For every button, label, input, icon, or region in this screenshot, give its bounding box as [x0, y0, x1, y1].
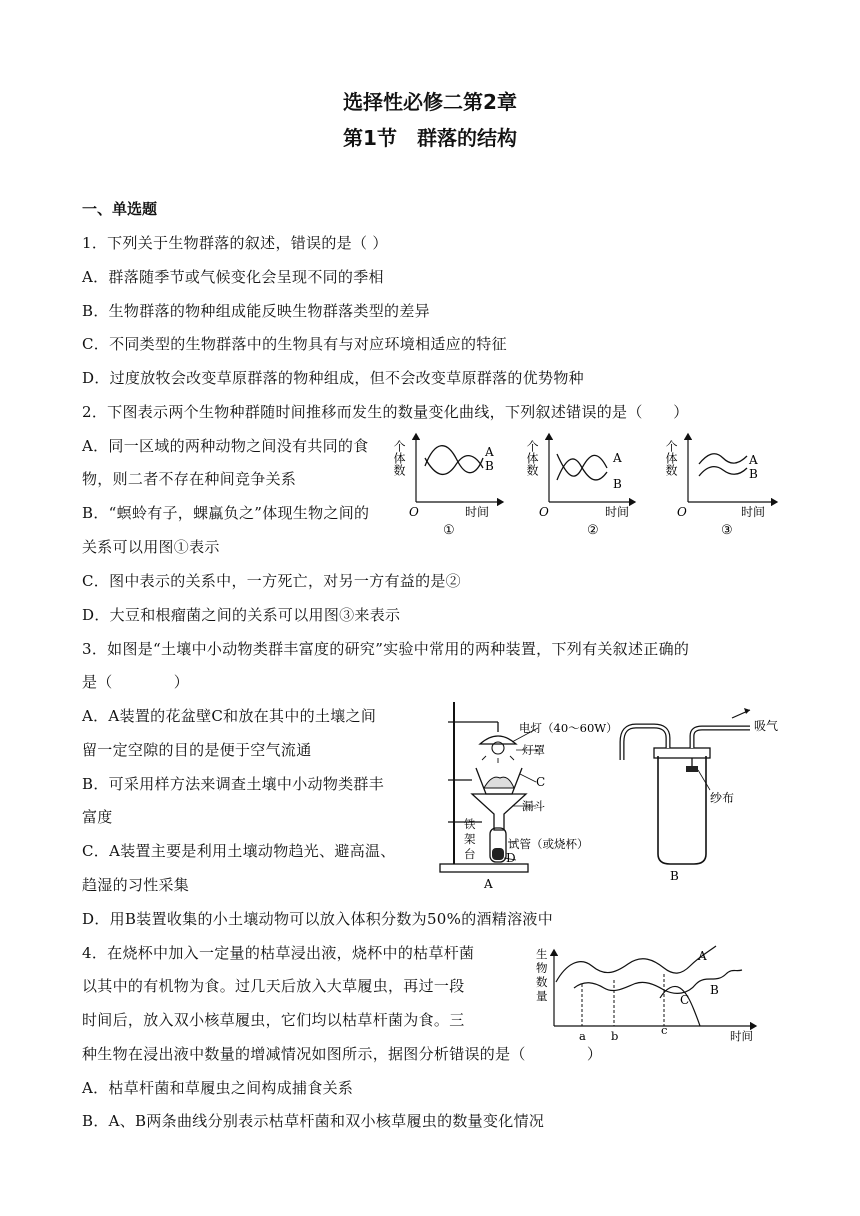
stand-label-2: 架 — [464, 832, 476, 846]
panel-1-x-label: 时间 — [465, 505, 490, 519]
panel-3-number: ③ — [721, 523, 733, 538]
panel-2-y-label: 个体数 — [525, 440, 539, 476]
stand-label-3: 台 — [464, 847, 476, 861]
question-3-option-a-line1: A．A装置的花盆壁C和放在其中的土壤之间 — [82, 707, 377, 725]
question-2-option-a-line2: 物，则二者不存在种间竞争关系 — [82, 470, 297, 488]
panel-1-label-b: B — [485, 459, 494, 473]
panel-2-x-label: 时间 — [605, 505, 630, 519]
panel-1-origin: O — [409, 505, 419, 519]
soil-animal-apparatus-figure — [432, 698, 788, 894]
funnel-label: 漏斗 — [522, 799, 545, 813]
panel-3-curve-a — [699, 454, 747, 464]
section-heading: 一、单选题 — [82, 200, 158, 218]
panel-1-curve-a — [425, 446, 483, 473]
y-label-char-3: 数 — [536, 975, 548, 989]
panel-2-number: ② — [587, 523, 599, 538]
tick-b: b — [611, 1029, 619, 1043]
curve-b-label: B — [710, 983, 719, 997]
y-label-char-1: 生 — [536, 947, 548, 961]
question-4-stem-line3: 时间后，放入双小核草履虫，它们均以枯草杆菌为食。三 — [82, 1011, 465, 1029]
panel-1-label-a: A — [485, 445, 494, 459]
gauze-label: 纱布 — [710, 791, 735, 805]
panel-1-number: ① — [443, 523, 455, 538]
panel-3-y-label: 个体数 — [664, 440, 678, 476]
question-1-option-a: A．群落随季节或气候变化会呈现不同的季相 — [82, 268, 384, 286]
question-1-option-c: C．不同类型的生物群落中的生物具有与对应环境相适应的特征 — [82, 335, 507, 353]
y-label-char-4: 量 — [536, 989, 548, 1003]
lamp-shade — [480, 736, 516, 744]
question-3-option-b-line2: 富度 — [82, 808, 113, 826]
apparatus-b-label: B — [670, 869, 679, 883]
question-4-stem-line2: 以其中的有机物为食。过几天后放入大草履虫，再过一段 — [82, 977, 465, 995]
panel-3-curve-b — [699, 467, 747, 476]
question-3-option-a-line2: 留一定空隙的目的是便于空气流通 — [82, 741, 312, 759]
question-2-option-b-line2: 关系可以用图①表示 — [82, 538, 220, 556]
question-1-option-d: D．过度放牧会改变草原群落的物种组成，但不会改变草原群落的优势物种 — [82, 369, 584, 387]
question-3-stem-line1: 3．如图是“土壤中小动物类群丰富度的研究”实验中常用的两种装置，下列有关叙述正确的 — [82, 640, 690, 658]
panel-3-origin: O — [677, 505, 687, 519]
shade-label: 灯罩 — [522, 743, 545, 757]
curve-a-label: A — [698, 949, 707, 963]
question-1-option-b: B．生物群落的物种组成能反映生物群落类型的差异 — [82, 302, 430, 320]
question-2-option-a-line1: A．同一区域的两种动物之间没有共同的食 — [82, 437, 369, 455]
question-3-option-c-line2: 趋湿的习性采集 — [82, 876, 190, 894]
question-3-option-b-line1: B．可采用样方法来调查土壤中小动物类群丰 — [82, 775, 385, 793]
suction-label: 吸气 — [754, 719, 779, 733]
question-2-stem: 2．下图表示两个生物种群随时间推移而发生的数量变化曲线，下列叙述错误的是（ ） — [82, 403, 689, 421]
question-4-stem-line4: 种生物在浸出液中数量的增减情况如图所示，据图分析错误的是（ ） — [82, 1045, 603, 1063]
document-title: 选择性必修二第2章 — [343, 90, 517, 114]
panel-2-label-a: A — [613, 451, 622, 465]
tick-c: c — [661, 1023, 668, 1037]
question-4-option-b: B．A、B两条曲线分别表示枯草杆菌和双小核草履虫的数量变化情况 — [82, 1112, 545, 1130]
question-2-option-c: C．图中表示的关系中，一方死亡，对另一方有益的是② — [82, 572, 461, 590]
lamp-label: 电灯（40～60W） — [519, 721, 618, 735]
x-axis-label: 时间 — [730, 1029, 753, 1043]
graph-panel-3 — [664, 434, 777, 538]
graph-panel-2 — [525, 434, 635, 538]
panel-3-label-a: A — [749, 453, 758, 467]
funnel — [472, 794, 526, 830]
question-3-option-d: D．用B装置收集的小土壤动物可以放入体积分数为50%的酒精溶液中 — [82, 910, 553, 928]
question-4-stem-line1: 4．在烧杯中加入一定量的枯草浸出液，烧杯中的枯草杆菌 — [82, 944, 475, 962]
panel-3-label-b: B — [749, 467, 758, 481]
question-2-option-d: D．大豆和根瘤菌之间的关系可以用图③来表示 — [82, 606, 401, 624]
tube-d-label: D — [506, 851, 516, 865]
question-2-option-b-line1: B．“螟蛉有子，蜾蠃负之”体现生物之间的 — [82, 504, 370, 522]
question-3-stem-line2: 是（ ） — [82, 673, 190, 691]
apparatus-a-label: A — [484, 877, 493, 891]
panel-2-origin: O — [539, 505, 549, 519]
population-curves-figure — [385, 428, 785, 542]
panel-3-x-label: 时间 — [741, 505, 766, 519]
curve-a — [556, 946, 716, 982]
graph-panel-1 — [392, 434, 503, 538]
stand-label-1: 铁 — [464, 817, 476, 831]
question-4-option-a: A．枯草杆菌和草履虫之间构成捕食关系 — [82, 1079, 354, 1097]
y-label-char-2: 物 — [536, 961, 548, 975]
section-title: 第1节 群落的结构 — [343, 126, 517, 150]
apparatus-b — [622, 708, 778, 883]
apparatus-a — [440, 702, 618, 891]
tick-a: a — [579, 1029, 586, 1043]
collection-tube — [658, 756, 706, 864]
tube-label: 试管（或烧杯） — [508, 837, 589, 851]
gauze — [686, 766, 698, 772]
panel-1-y-label: 个体数 — [392, 440, 406, 476]
panel-2-label-b: B — [613, 477, 622, 491]
population-growth-figure — [530, 944, 782, 1044]
question-1-stem: 1．下列关于生物群落的叙述，错误的是（ ） — [82, 234, 388, 252]
question-3-option-c-line1: C．A装置主要是利用土壤动物趋光、避高温、 — [82, 842, 396, 860]
pot-c-label: C — [536, 775, 546, 789]
curve-c-label: C — [680, 993, 690, 1007]
